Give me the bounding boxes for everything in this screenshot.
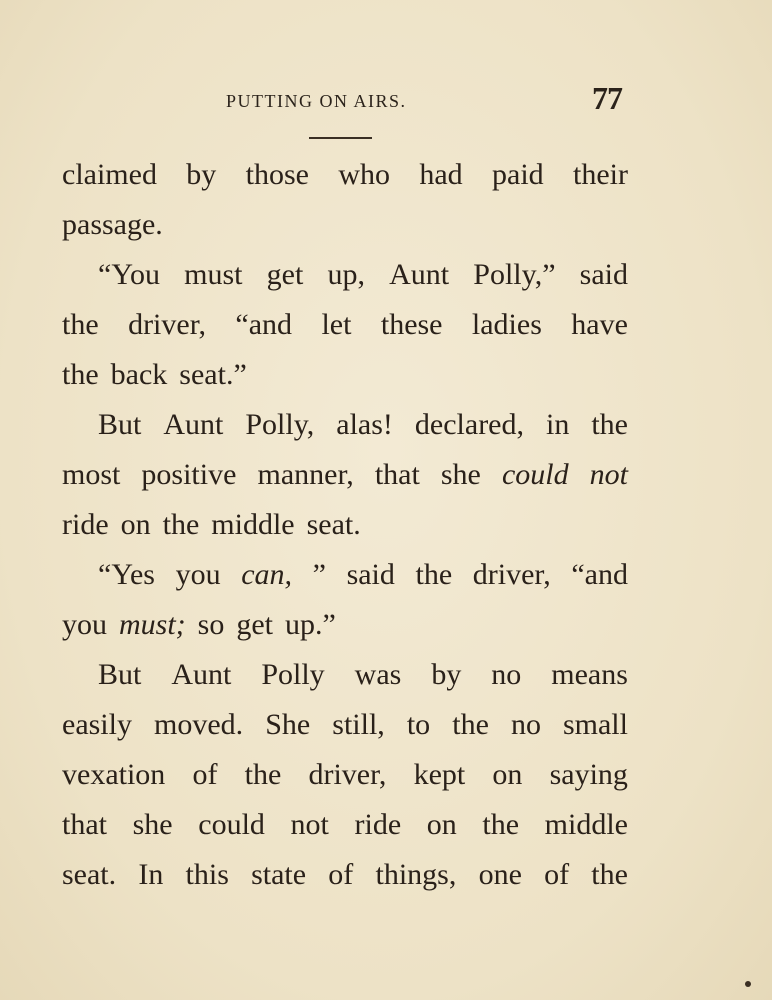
- word: middle: [211, 508, 295, 541]
- word: could: [198, 808, 265, 841]
- text-line: [62, 850, 628, 900]
- word: Aunt: [171, 658, 232, 691]
- word: ride: [354, 808, 402, 841]
- word: ”: [312, 558, 326, 591]
- word: let: [321, 308, 352, 341]
- word: the: [591, 858, 628, 891]
- word: means: [551, 658, 628, 691]
- word: must: [184, 258, 243, 291]
- text-line: [62, 450, 628, 500]
- word: Polly,”: [473, 258, 556, 291]
- word: not: [290, 808, 329, 841]
- word: on: [426, 808, 457, 841]
- word: of: [544, 858, 570, 891]
- word: could: [501, 458, 569, 491]
- word: saying: [549, 758, 628, 791]
- word: seat.”: [179, 358, 247, 391]
- word: In: [138, 858, 164, 891]
- word: not: [589, 458, 628, 491]
- word: the: [162, 508, 200, 541]
- word: back: [110, 358, 168, 391]
- word: Aunt: [163, 408, 224, 441]
- text-line: [62, 700, 628, 750]
- word: driver,: [472, 558, 551, 591]
- word: the: [62, 308, 99, 341]
- word: was: [354, 658, 402, 691]
- word: still,: [332, 708, 385, 741]
- text-line: [62, 400, 628, 450]
- word: the: [62, 358, 99, 391]
- word: She: [265, 708, 311, 741]
- word: declared,: [414, 408, 524, 441]
- word: said: [579, 258, 628, 291]
- page-number: 77: [592, 80, 622, 116]
- word: middle: [544, 808, 628, 841]
- word: kept: [413, 758, 466, 791]
- word: up,: [327, 258, 365, 291]
- word: ladies: [471, 308, 542, 341]
- word: these: [380, 308, 443, 341]
- word: get: [236, 608, 274, 641]
- text-line: [62, 150, 628, 200]
- word: paid: [492, 158, 544, 191]
- text-line: [62, 650, 628, 700]
- word: their: [573, 158, 628, 191]
- word: of: [328, 858, 354, 891]
- word: “and: [571, 558, 628, 591]
- word: “Yes: [98, 558, 155, 591]
- ink-speck: [745, 981, 751, 987]
- word: those: [245, 158, 309, 191]
- body-text: [62, 150, 628, 900]
- text-line: [62, 600, 628, 650]
- word: “You: [98, 258, 160, 291]
- word: the: [591, 408, 628, 441]
- word: moved.: [154, 708, 244, 741]
- text-line: [62, 800, 628, 850]
- text-line: [62, 750, 628, 800]
- text-line: [62, 350, 628, 400]
- word: have: [571, 308, 628, 341]
- word: can,: [241, 558, 293, 591]
- word: on: [492, 758, 523, 791]
- running-title: PUTTING ON AIRS.: [226, 91, 407, 111]
- word: seat.: [62, 858, 117, 891]
- word: the: [452, 708, 489, 741]
- word: Aunt: [389, 258, 450, 291]
- word: ride: [62, 508, 109, 541]
- word: of: [192, 758, 218, 791]
- word: by: [431, 658, 462, 691]
- word: driver,: [128, 308, 206, 341]
- word: that: [62, 808, 107, 841]
- word: who: [338, 158, 390, 191]
- word: you: [62, 608, 107, 641]
- word: had: [419, 158, 463, 191]
- word: “and: [235, 308, 293, 341]
- word: passage.: [62, 208, 163, 241]
- text-line: [62, 550, 628, 600]
- word: manner,: [257, 458, 354, 491]
- word: said: [346, 558, 395, 591]
- text-line: [62, 300, 628, 350]
- word: Polly: [261, 658, 325, 691]
- word: easily: [62, 708, 132, 741]
- word: you: [175, 558, 221, 591]
- word: no: [491, 658, 522, 691]
- word: things,: [375, 858, 457, 891]
- word: one: [478, 858, 522, 891]
- header-rule: [309, 137, 372, 139]
- word: positive: [141, 458, 237, 491]
- word: must;: [119, 608, 186, 641]
- word: most: [62, 458, 121, 491]
- text-line: [62, 250, 628, 300]
- word: Polly,: [245, 408, 315, 441]
- word: that: [374, 458, 420, 491]
- word: seat.: [306, 508, 361, 541]
- word: the: [415, 558, 453, 591]
- word: But: [98, 408, 142, 441]
- text-line: [62, 500, 628, 550]
- word: alas!: [336, 408, 393, 441]
- word: she: [132, 808, 173, 841]
- text-line: [62, 200, 628, 250]
- word: she: [440, 458, 481, 491]
- word: state: [251, 858, 307, 891]
- word: in: [546, 408, 570, 441]
- word: driver,: [308, 758, 387, 791]
- word: small: [562, 708, 628, 741]
- word: get: [266, 258, 304, 291]
- word: the: [244, 758, 282, 791]
- word: the: [482, 808, 520, 841]
- word: by: [186, 158, 217, 191]
- word: to: [406, 708, 431, 741]
- word: no: [510, 708, 541, 741]
- word: vexation: [62, 758, 166, 791]
- word: on: [120, 508, 151, 541]
- word: this: [185, 858, 229, 891]
- word: so: [197, 608, 225, 641]
- word: But: [98, 658, 142, 691]
- word: claimed: [62, 158, 157, 191]
- word: up.”: [285, 608, 336, 641]
